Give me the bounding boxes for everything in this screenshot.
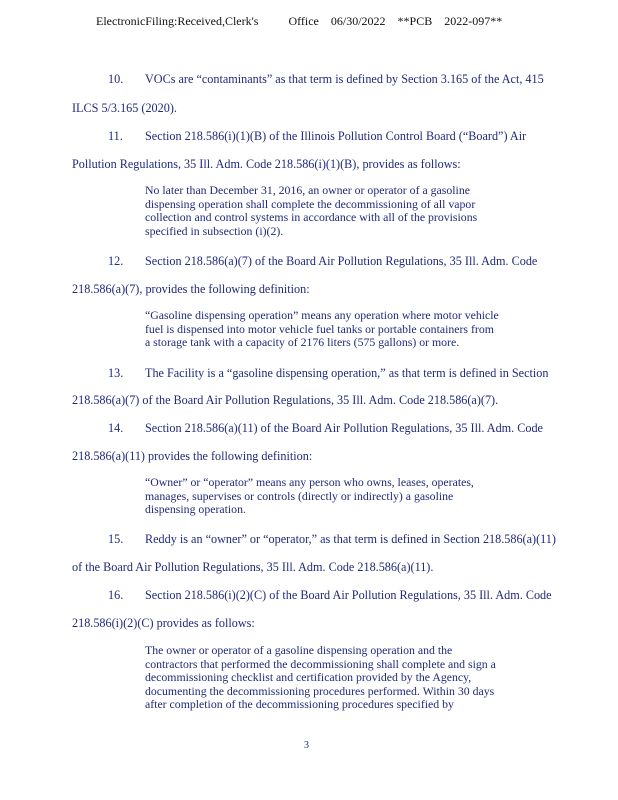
quote-line: manages, supervises or controls (directly or indirectly) a gasoline [145, 488, 454, 503]
quote-line: a storage tank with a capacity of 2176 liters (575 gallons) or more. [145, 335, 460, 349]
block-quote [145, 644, 545, 712]
quote-line: after completion of the decommissioning procedures specified by [145, 697, 454, 711]
quote-line: fuel is dispensed into motor vehicle fuel tanks or portable containers from [145, 321, 494, 336]
quote-line: “Gasoline dispensing operation” means any operation where motor vehicle [145, 308, 499, 322]
block-quote [145, 309, 545, 350]
paragraph-number: 14. [108, 421, 124, 435]
paragraph-number: 11. [108, 129, 123, 143]
quote-line: collection and control systems in accordance with all of the provisions [145, 210, 478, 224]
block-quote [145, 476, 545, 517]
quote-line: No later than December 31, 2016, an owner or operator of a gasoline [145, 183, 470, 197]
paragraph-line: Section 218.586(a)(7) of the Board Air Pollution Regulations, 35 Ill. Adm. Code [145, 254, 538, 268]
paragraph-line: 218.586(i)(2)(C) provides as follows: [72, 616, 255, 630]
quote-line: dispensing operation shall complete the decommissioning of all vapor [145, 196, 476, 211]
quote-line: dispensing operation. [145, 502, 246, 516]
paragraph-number: 16. [108, 588, 124, 602]
paragraph-number: 12. [108, 254, 124, 268]
paragraph-number: 10. [108, 72, 124, 86]
filing-header: ElectronicFiling:Received,Clerk's Office 06/30/2022 **PCB 2022-097** [96, 14, 503, 28]
paragraph-line: of the Board Air Pollution Regulations, 35 Ill. Adm. Code 218.586(a)(11). [72, 560, 434, 574]
quote-line: decommissioning checklist and certification provided by the Agency, [145, 670, 472, 684]
paragraph-line: Section 218.586(i)(1)(B) of the Illinois Pollution Control Board (“Board”) Air [145, 129, 527, 143]
page-number: 3 [304, 740, 309, 751]
paragraph-line: VOCs are “contaminants” as that term is defined by Section 3.165 of the Act, 415 [145, 72, 544, 86]
paragraph-line: 218.586(a)(7) of the Board Air Pollution Regulations, 35 Ill. Adm. Code 218.586(a)(7). [72, 393, 499, 407]
paragraph-line: Reddy is an “owner” or “operator,” as that term is defined in Section 218.586(a)(11) [145, 532, 556, 546]
paragraph-number: 15. [108, 532, 124, 546]
paragraph-line: ILCS 5/3.165 (2020). [72, 101, 177, 115]
block-quote [145, 184, 545, 238]
quote-line: contractors that performed the decommissioning shall complete and sign a [145, 656, 496, 671]
paragraph-line: Pollution Regulations, 35 Ill. Adm. Code 218.586(i)(1)(B), provides as follows: [72, 157, 461, 171]
quote-line: “Owner” or “operator” means any person who owns, leases, operates, [145, 475, 474, 489]
paragraph-line: 218.586(a)(11) provides the following definition: [72, 449, 313, 463]
paragraph-line: Section 218.586(i)(2)(C) of the Board Air Pollution Regulations, 35 Ill. Adm. Code [145, 588, 552, 602]
paragraph-line: Section 218.586(a)(11) of the Board Air Pollution Regulations, 35 Ill. Adm. Code [145, 421, 543, 435]
paragraph-line: 218.586(a)(7), provides the following definition: [72, 282, 310, 296]
paragraph-line: The Facility is a “gasoline dispensing operation,” as that term is defined in Section [145, 366, 549, 380]
paragraph-number: 13. [108, 366, 124, 380]
quote-line: specified in subsection (i)(2). [145, 223, 284, 238]
quote-line: documenting the decommissioning procedures performed. Within 30 days [145, 683, 495, 698]
quote-line: The owner or operator of a gasoline dispensing operation and the [145, 643, 453, 657]
